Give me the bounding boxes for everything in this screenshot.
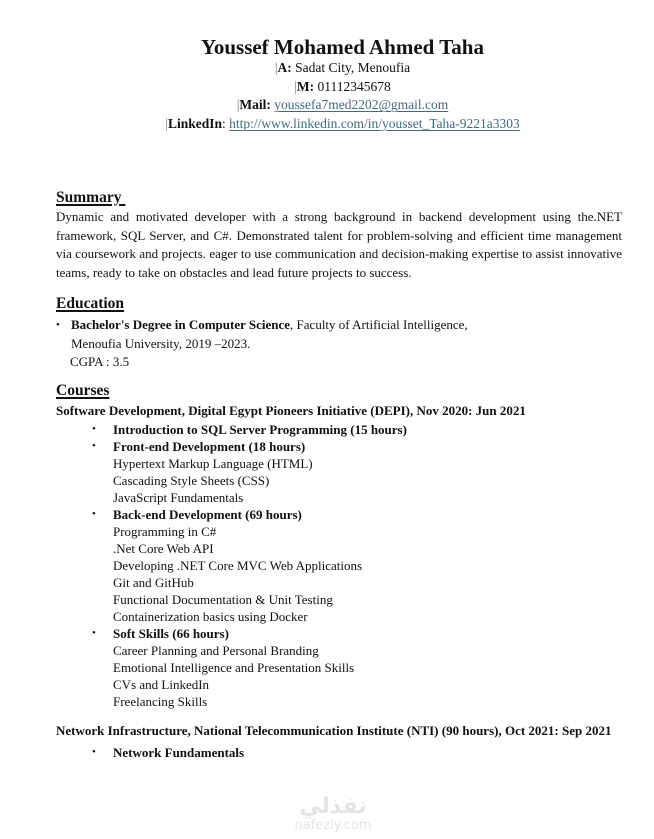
mobile-value: 01112345678 bbox=[314, 78, 391, 94]
module-topic: Developing .NET Core MVC Web Applications bbox=[113, 557, 363, 573]
module-topic: Programming in C# bbox=[113, 523, 217, 539]
bullet-icon: • bbox=[56, 319, 60, 331]
course-title: Network Infrastructure, National Telecommunication Institute (NTI) (90 hours), Oct 2021: Sep 2021 bbox=[56, 723, 612, 738]
course-module bbox=[56, 506, 622, 625]
linkedin-label: LinkedIn bbox=[167, 115, 222, 131]
course-title: Software Development, Digital Egypt Pioneers Initiative (DEPI), Nov 2020: Jun 2021 bbox=[56, 403, 526, 418]
module-topic: Hypertext Markup Language (HTML) bbox=[113, 455, 313, 471]
education-line-2: Menoufia University, 2019 –2023. bbox=[71, 335, 251, 351]
course-module bbox=[56, 625, 622, 710]
education-heading: Education bbox=[56, 295, 125, 312]
contact-mail bbox=[0, 96, 654, 115]
address-value: Sadat City, Menoufia bbox=[291, 60, 411, 75]
module-topic: CVs and LinkedIn bbox=[113, 676, 210, 692]
contact-linkedin bbox=[0, 115, 654, 134]
separator-pipe: | bbox=[294, 78, 297, 94]
degree-faculty: , Faculty of Artificial Intelligence, bbox=[290, 317, 468, 332]
linkedin-separator: : bbox=[221, 115, 230, 131]
module-topic: Career Planning and Personal Branding bbox=[113, 642, 319, 658]
course-module bbox=[56, 744, 622, 761]
module-title: Back-end Development (69 hours) bbox=[113, 506, 302, 522]
summary-text: Dynamic and motivated developer with a strong background in backend development using the.NET framework, SQL Server, and C#. Demonstrated talent for problem-solving and efficient time management via coursework and projects. eager to use communication and decision-making expertise to assist innovative teams, ready to take on obstacles and lead future projects to success. bbox=[56, 209, 622, 280]
module-title: Network Fundamentals bbox=[113, 744, 245, 760]
summary-heading: Summary bbox=[56, 189, 126, 206]
bullet-icon: • bbox=[92, 422, 96, 435]
resume-header bbox=[0, 35, 654, 133]
cgpa-value: CGPA : 3.5 bbox=[70, 354, 130, 369]
address-label: A: bbox=[277, 60, 292, 75]
watermark-arabic-logo: نفذلي bbox=[299, 794, 367, 819]
contact-mobile bbox=[0, 78, 654, 97]
bullet-icon: • bbox=[92, 626, 96, 639]
watermark-url: nafezly.com bbox=[294, 818, 372, 833]
education-list bbox=[56, 316, 622, 372]
course-module bbox=[56, 438, 622, 506]
course-nti bbox=[56, 722, 622, 761]
module-topic: Containerization basics using Docker bbox=[113, 608, 308, 624]
course-module bbox=[56, 421, 622, 438]
bullet-icon: • bbox=[92, 507, 96, 520]
education-line-1 bbox=[71, 316, 622, 335]
module-topic: Emotional Intelligence and Presentation Skills bbox=[113, 659, 355, 675]
module-title: Front-end Development (18 hours) bbox=[113, 438, 306, 454]
module-topic: Git and GitHub bbox=[113, 574, 194, 590]
separator-pipe: | bbox=[236, 97, 240, 112]
separator-pipe: | bbox=[165, 115, 168, 131]
module-topic: .Net Core Web API bbox=[113, 540, 214, 556]
education-item bbox=[56, 316, 622, 353]
bullet-icon: • bbox=[92, 745, 96, 758]
degree-title: Bachelor's Degree in Computer Science bbox=[71, 317, 291, 332]
bullet-icon: • bbox=[92, 439, 96, 452]
contact-address bbox=[0, 59, 654, 78]
module-topic: Functional Documentation & Unit Testing bbox=[113, 591, 333, 607]
module-topic: Freelancing Skills bbox=[113, 693, 208, 709]
course-depi bbox=[56, 402, 622, 710]
mobile-label: M: bbox=[296, 78, 315, 94]
module-topic: JavaScript Fundamentals bbox=[113, 489, 244, 505]
candidate-name: Youssef Mohamed Ahmed Taha bbox=[201, 35, 484, 59]
module-topic: Cascading Style Sheets (CSS) bbox=[113, 472, 270, 488]
module-title: Introduction to SQL Server Programming (15 hours) bbox=[113, 421, 407, 437]
mail-label: Mail: bbox=[239, 97, 271, 112]
courses-heading: Courses bbox=[56, 382, 110, 399]
module-title: Soft Skills (66 hours) bbox=[113, 625, 229, 641]
watermark bbox=[283, 795, 383, 833]
separator-pipe: | bbox=[274, 60, 278, 75]
email-link[interactable]: youssefa7med2202@gmail.com bbox=[274, 97, 449, 112]
linkedin-link[interactable]: http://www.linkedin.com/in/yousset_Taha-9221a3303 bbox=[229, 115, 520, 131]
